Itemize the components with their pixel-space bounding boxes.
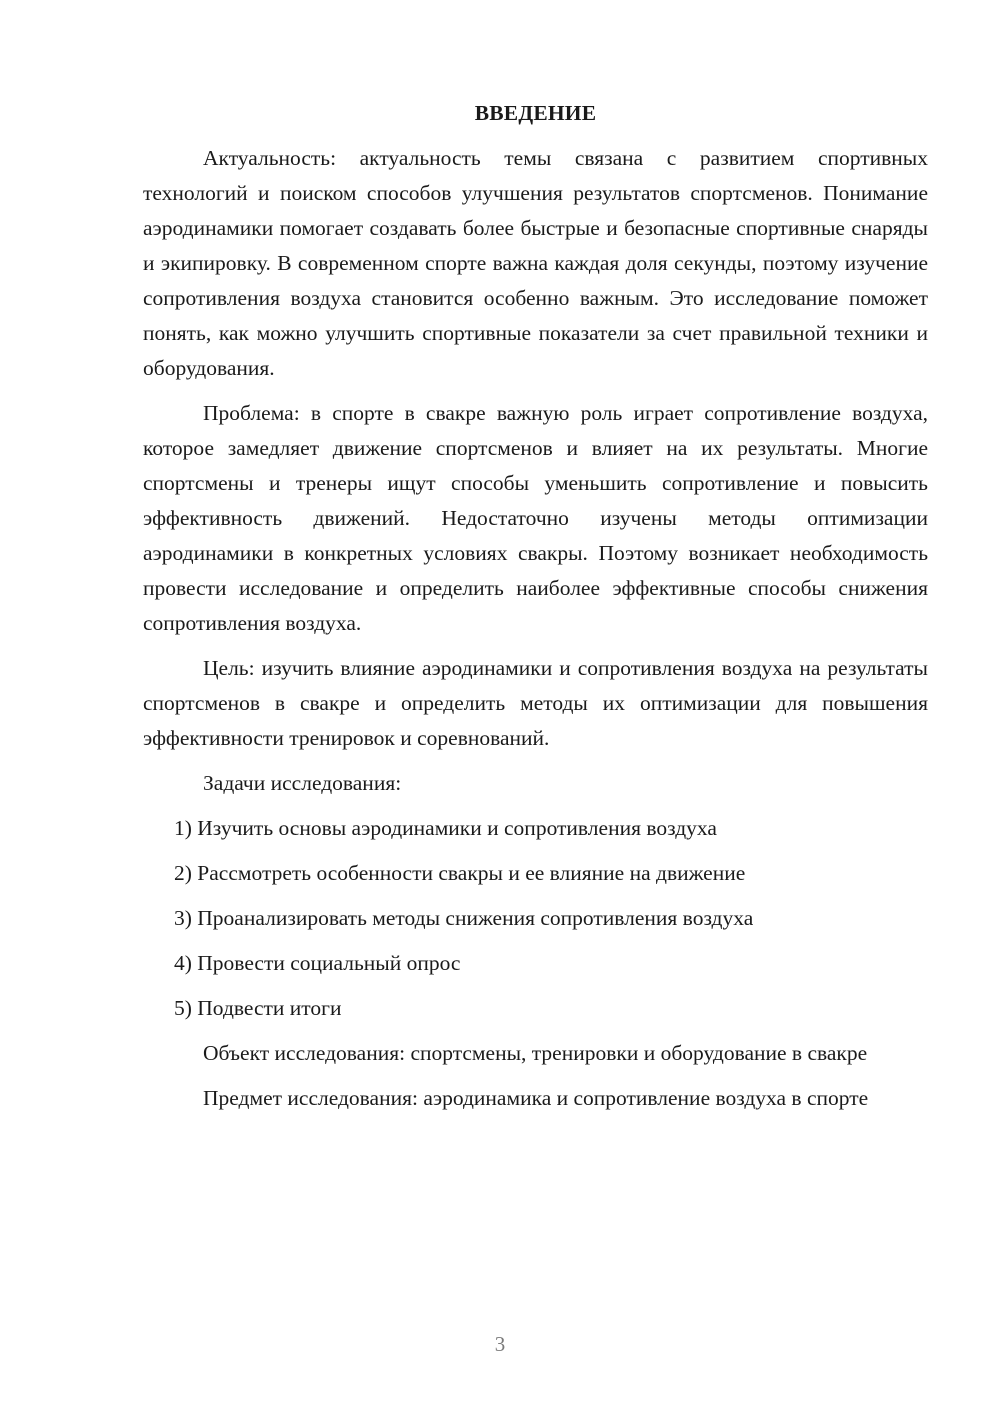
- paragraph-goal: Цель: изучить влияние аэродинамики и сопротивления воздуха на результаты спортсменов в свакре и определить методы их оптимизации для повышения эффективности тренировок и соревнований.: [143, 656, 928, 750]
- paragraph-relevance: Актуальность: актуальность темы связана с развитием спортивных технологий и поиском способов улучшения результатов спортсменов. Понимание аэродинамики помогает создавать более быстрые и безопасные спортивные снаряды и экипировку. В современном спорте важна каждая доля секунды, поэтому изучение сопротивления воздуха становится особенно важным. Это исследование поможет понять, как можно улучшить спортивные показатели за счет правильной техники и оборудования.: [143, 146, 928, 380]
- page-number: 3: [494, 1332, 506, 1356]
- paragraph-subject: Предмет исследования: аэродинамика и сопротивление воздуха в спорте: [203, 1086, 869, 1110]
- tasks-list: [143, 811, 928, 1026]
- paragraph-object: Объект исследования: спортсмены, тренировки и оборудование в свакре: [203, 1041, 868, 1065]
- list-item: 2) Рассмотреть особенности свакры и ее влияние на движение: [174, 861, 746, 885]
- document-page: [143, 96, 928, 1126]
- document-title: ВВЕДЕНИЕ: [474, 101, 597, 125]
- list-item: 4) Провести социальный опрос: [174, 951, 461, 975]
- paragraph-problem: Проблема: в спорте в свакре важную роль играет сопротивление воздуха, которое замедляет движение спортсменов и влияет на их результаты. Многие спортсмены и тренеры ищут способы уменьшить сопротивление и повысить эффективность движений. Недостаточно изучены методы оптимизации аэродинамики в конкретных условиях свакры. Поэтому возникает необходимость провести исследование и определить наиболее эффективные способы снижения сопротивления воздуха.: [143, 401, 928, 635]
- list-item: 5) Подвести итоги: [174, 996, 342, 1020]
- tasks-heading: Задачи исследования:: [203, 771, 402, 795]
- list-item: 1) Изучить основы аэродинамики и сопротивления воздуха: [174, 816, 717, 840]
- list-item: 3) Проанализировать методы снижения сопротивления воздуха: [174, 906, 754, 930]
